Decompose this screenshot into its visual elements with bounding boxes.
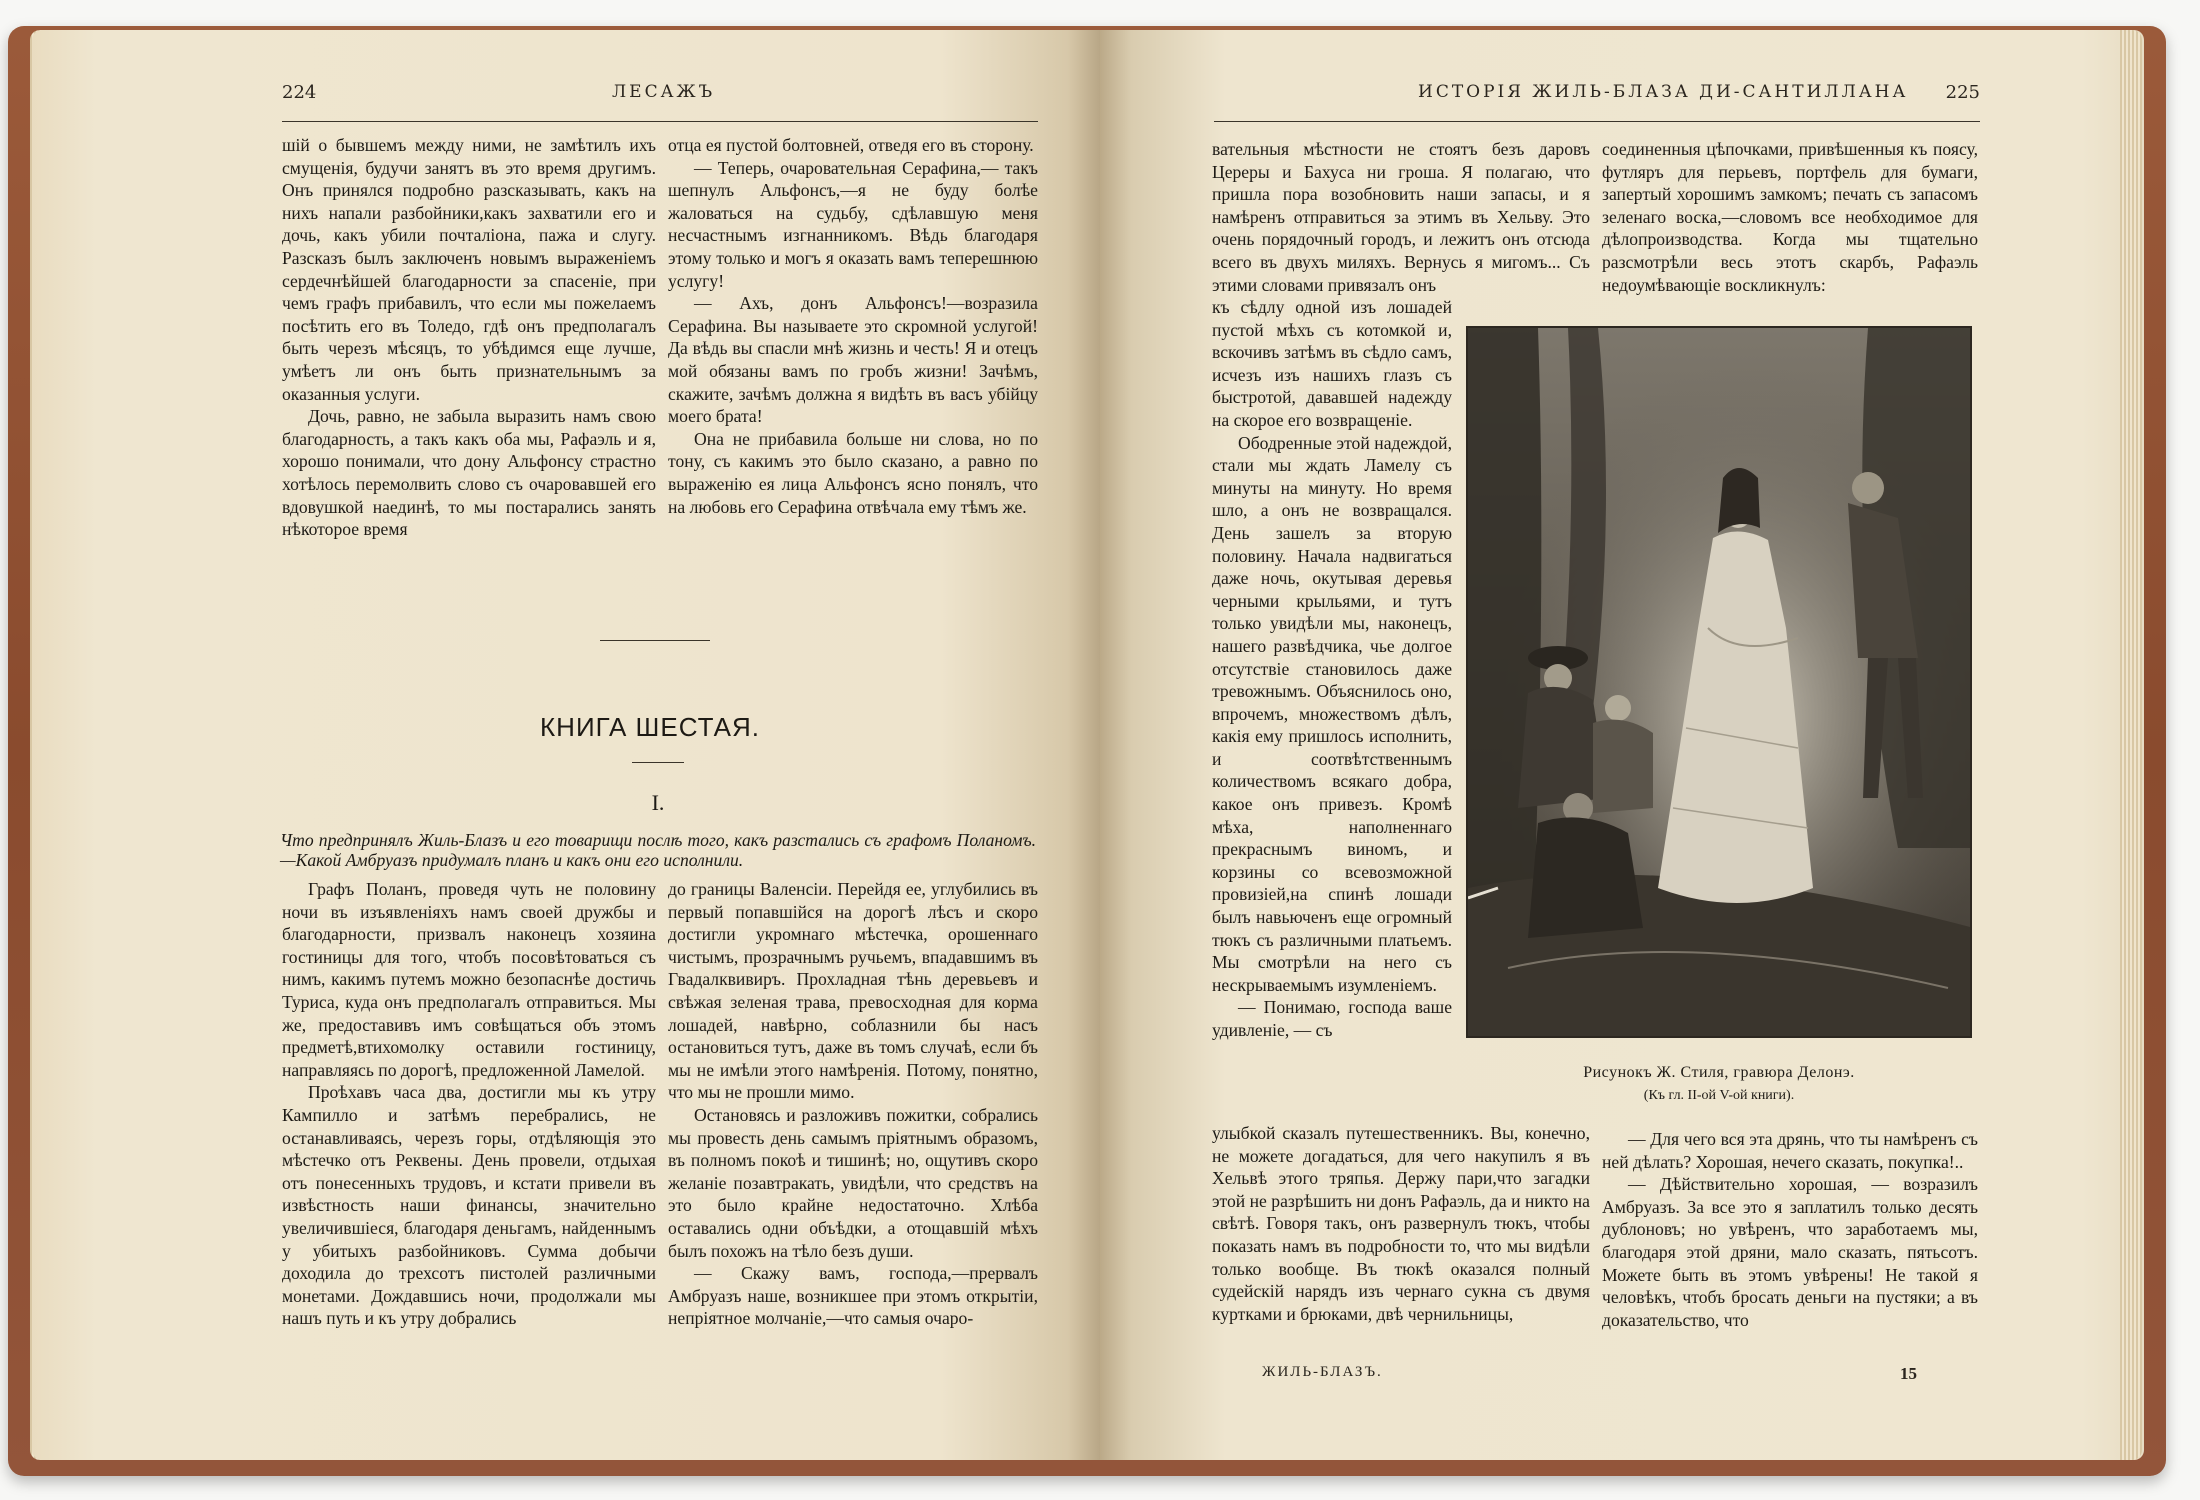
right-running-head xyxy=(1214,82,1980,122)
illustration-caption: Рисунокъ Ж. Стиля, гравюра Делонэ. xyxy=(1583,1064,1855,1081)
paragraph: — Ахъ, донъ Альфонсъ!—возразила Серафина. Вы называете это скромной услугой! Да вѣдь вы спасли мнѣ жизнь и честь! Я и отецъ мой обязаны вамъ по гробъ жизни! Зачѣмъ, скажите, зачѣмъ должна я видѣть въ васъ убійцу моего брата! xyxy=(668,293,1038,427)
paragraph: вательныя мѣстности не стоятъ безъ даровъ Цереры и Бахуса ни гроша. Я полагаю, что пришла пора возобновить наши запасы, и я намѣренъ отправиться за этимъ въ Хельву. Это очень порядочный городъ, и лежитъ онъ отсюда всего въ двухъ миляхъ. Вернусь я мигомъ... Съ этими словами привязалъ онъ xyxy=(1212,139,1590,295)
paragraph: — Для чего вся эта дрянь, что ты намѣренъ съ ней дѣлать? Хорошая, нечего сказать, покупка!.. xyxy=(1602,1129,1978,1172)
left-column-1 xyxy=(282,134,656,541)
left-head-rule xyxy=(282,121,1038,122)
left-column-3 xyxy=(282,878,656,1330)
footer-signature-number: 15 xyxy=(1900,1364,1917,1383)
right-narrow-column xyxy=(1212,296,1452,1042)
right-column-1-bottom xyxy=(1212,1122,1590,1325)
right-running-title: ИСТОРІЯ ЖИЛЬ-БЛАЗА ДИ-САНТИЛЛАНА xyxy=(1418,82,1909,102)
right-column-2-bottom xyxy=(1602,1128,1978,1331)
paragraph: — Понимаю, господа ваше удивленіе, — съ xyxy=(1212,997,1452,1040)
title-divider xyxy=(632,762,684,763)
paragraph: отца ея пустой болтовней, отведя его въ сторону. xyxy=(668,135,1034,155)
left-page-number: 224 xyxy=(282,82,317,103)
paragraph: Графъ Поланъ, проведя чуть не половину ночи въ изъявленіяхъ намъ своей дружбы и благодарности, призвалъ наконецъ хозяина гостиницы для того, чтобъ посовѣтоваться съ нимъ, какимъ путемъ можно безопаснѣе достичь Туриса, куда онъ предполагалъ отправиться. Мы же, предоставивъ имъ совѣщаться объ этомъ предметѣ,втихомолку оставили гостиницу, направляясь по дорогѣ, предложенной Ламелой. xyxy=(282,879,656,1080)
paragraph: соединенныя цѣпочками, привѣшенныя къ поясу, футляръ для перьевъ, портфель для бумаги, запертый хорошимъ замкомъ; печать съ запасомъ зеленаго воска,—словомъ все необходимое для дѣлопроизводства. Когда мы тщательно разсмотрѣли весь этотъ скарбъ, Рафаэль недоумѣвающіе воскликнулъ: xyxy=(1602,139,1978,295)
paragraph: Остановясь и разложивъ пожитки, собрались мы провесть день самымъ пріятнымъ образомъ, въ полномъ покоѣ и тишинѣ; но, ощутивъ скоро желаніе позавтракать, увидѣли, что средствъ на это было крайне недостаточно. Хлѣба оставались одни объѣдки, а отощавшій мѣхъ былъ похожъ на тѣло безъ души. xyxy=(668,1104,1038,1261)
paragraph: Ободренные этой надеждой, стали мы ждать Ламелу съ минуты на минуту. Но время шло, а онъ не возвращался. День зашелъ за вторую половину. Начала надвигаться даже ночь, окутывая деревья черными крыльями, и тутъ только увидѣли мы, наконецъ, нашего развѣдчика, чье долгое отсутствіе становилось даже тревожнымъ. Объяснилось оно, впрочемъ, множествомъ дѣлъ, какія ему пришлось исполнить, и соотвѣтственнымъ количествомъ всякаго добра, какое онъ привезъ. Кромѣ мѣха, наполненнаго прекраснымъ виномъ, и корзины со всевозможной провизіей,на спинѣ лошади былъ навьюченъ еще огромный тюкъ съ различными платьемъ. Мы смотрѣли на него съ нескрываемымъ изумленіемъ. xyxy=(1212,432,1452,995)
right-column-1-top xyxy=(1212,138,1590,296)
paragraph: до границы Валенсіи. Перейдя ее, углубились въ первый попавшійся на дорогѣ лѣсъ и скоро достигли укромнаго мѣстечка, орошеннаго чистымъ, прозрачнымъ ручьемъ, впадавшимъ въ Гвадалквивиръ. Прохладная тѣнь деревьевъ и свѣжая зеленая трава, превосходная для корма лошадей, навѣрно, соблазнили бы насъ остановиться тутъ, даже въ томъ случаѣ, если бъ мы не имѣли этого намѣренія. Потому, понятно, что мы не прошли мимо. xyxy=(668,879,1038,1103)
illustration-caption-note: (Къ гл. II-ой V-ой книги). xyxy=(1643,1088,1795,1103)
chapter-summary: Что предпринялъ Жиль-Блазъ и его товарищи послѣ того, какъ разстались съ графомъ Поланомъ.—Какой Амбруазъ придумалъ планъ и какъ они его исполнили. xyxy=(280,830,1036,870)
paragraph: Проѣхавъ часа два, достигли мы къ утру Кампилло и затѣмъ перебрались, не останавливаясь, черезъ горы, отдѣляющія это мѣстечко отъ Реквены. День провели, отдыхая отъ понесенныхъ трудовъ, и кстати привели въ извѣстность наши финансы, значительно увеличившіеся, благодаря деньгамъ, найденнымъ у убитыхъ разбойниковъ. Сумма добычи доходила до трехсотъ пистолей различными монетами. Дождавшись ночи, продолжали мы нашъ путь и къ утру добрались xyxy=(282,1082,656,1329)
left-column-2 xyxy=(668,134,1038,518)
paragraph: шій о бывшемъ между ними, не замѣтилъ ихъ смущенія, будучи занятъ въ это время другимъ. Онъ принялся подробно разсказывать, какъ на нихъ напали разбойники,какъ захватили его и дочь, какъ убили почталіона, пажа и слугу. Разсказъ былъ заключенъ новымъ выраженіемъ сердечнѣйшей благодарности за спасеніе, при чемъ графъ прибавилъ, что если мы пожелаемъ посѣтить его въ Толедо, гдѣ онъ предполагалъ быть черезъ мѣсяцъ, то убѣдимся еще лучше, умѣетъ ли онъ быть признательнымъ за оказанныя услуги. xyxy=(282,135,656,404)
paragraph: — Скажу вамъ, господа,—прервалъ Амбруазъ наше, возникшее при этомъ открытіи, непріятное молчаніе,—что самыя очаро- xyxy=(668,1263,1038,1329)
chapter-number: I. xyxy=(651,790,665,815)
paragraph: — Теперь, очаровательная Серафина,— такъ шепнулъ Альфонсъ,—я не буду болѣе жаловаться на судьбу, сдѣлавшую меня несчастнымъ изгнанникомъ. Вѣдь благодаря этому только и могъ я оказать вамъ теперешнюю услугу! xyxy=(668,157,1038,291)
paragraph: Дочь, равно, не забыла выразить намъ свою благодарность, а такъ какъ оба мы, Рафаэль и я, хорошо понимали, что дону Альфонсу страстно хотѣлось перемолвить слово съ очаровавшей его вдовушкой наединѣ, то мы постарались занять нѣкоторое время xyxy=(282,406,656,540)
right-column-2-top xyxy=(1602,138,1978,296)
paragraph: Она не прибавила больше ни слова, но по тону, съ какимъ это было сказано, а равно по выраженію ея лица Альфонсъ ясно понялъ, что на любовь его Серафина отвѣчала ему тѣмъ же. xyxy=(668,428,1038,517)
paragraph: — Дѣйствительно хорошая, — возразилъ Амбруазъ. За все это я заплатилъ только десять дублоновъ; но увѣренъ, что заработаемъ мы, благодаря этой дряни, мало сказать, пятьсотъ. Можете быть въ этомъ увѣрены! Не такой я человѣкъ, чтобъ бросать деньги на пустяки; а въ доказательство, что xyxy=(1602,1174,1978,1330)
page-edges-right xyxy=(2120,30,2142,1460)
engraving-forest-scene-icon xyxy=(1468,328,1972,1038)
paragraph: къ сѣдлу одной изъ лошадей пустой мѣхъ съ котомкой и, вскочивъ затѣмъ въ сѣдло самъ, исчезъ изъ нашихъ глазъ съ быстротой, дававшей надежду на скорое его возвращеніе. xyxy=(1212,297,1452,430)
footer-signature: ЖИЛЬ-БЛАЗЪ. xyxy=(1262,1364,1383,1380)
left-running-head xyxy=(282,82,1038,122)
left-running-title: ЛЕСАЖЪ xyxy=(612,82,716,102)
section-divider xyxy=(600,640,710,641)
paragraph: улыбкой сказалъ путешественникъ. Вы, конечно, не можете догадаться, для чего накупилъ я въ Хельвѣ этого тряпья. Держу пари,что загадки этой не разрѣшить ни донъ Рафаэль, да и никто на свѣтѣ. Говоря такъ, онъ развернулъ тюкъ, чтобы показать намъ въ подробности то, что мы видѣли только вообще. Въ тюкѣ оказался полный судейскій нарядъ изъ чернаго сукна съ двумя куртками и брюками, двѣ чернильницы, xyxy=(1212,1123,1590,1324)
engraving-illustration xyxy=(1466,326,1972,1038)
book-title: КНИГА ШЕСТАЯ. xyxy=(540,712,760,742)
right-head-rule xyxy=(1214,121,1980,122)
left-column-4 xyxy=(668,878,1038,1330)
right-page-number: 225 xyxy=(1945,82,1980,103)
